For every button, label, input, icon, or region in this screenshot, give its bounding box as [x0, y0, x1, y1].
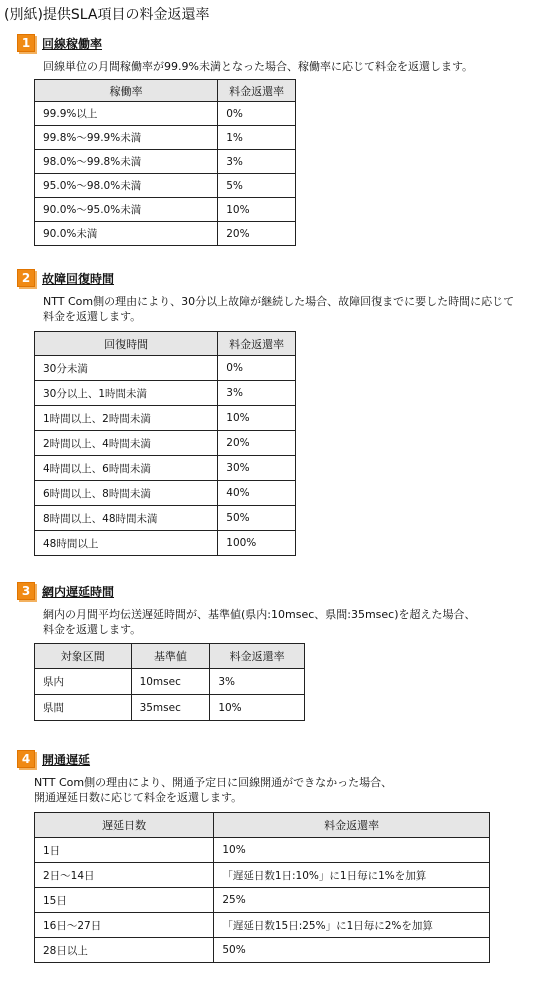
table-cell: 90.0%〜95.0%未満 — [35, 198, 218, 222]
table-cell: 20% — [218, 222, 296, 246]
table-cell: 48時間以上 — [35, 531, 218, 556]
table-cell: 98.0%〜99.8%未満 — [35, 150, 218, 174]
table-row — [35, 406, 296, 431]
section-description — [43, 607, 476, 637]
description-line: 開通遅延日数に応じて料金を返還します。 — [34, 791, 243, 804]
table-header: 料金返還率 — [214, 813, 490, 838]
table-cell: 30分以上、1時間未満 — [35, 381, 218, 406]
table-cell: 2時間以上、4時間未満 — [35, 431, 218, 456]
table-row — [35, 356, 296, 381]
table-cell: 2日〜14日 — [35, 863, 214, 888]
table-row — [35, 126, 296, 150]
table-row — [35, 838, 490, 863]
section-description — [34, 775, 392, 805]
section-title: 開通遅延 — [42, 752, 91, 767]
table-cell: 県間 — [35, 695, 132, 721]
table-cell: 25% — [214, 888, 490, 913]
table-header: 料金返還率 — [218, 332, 296, 356]
table-row — [35, 198, 296, 222]
table-row — [35, 938, 490, 963]
description-line: 回線単位の月間稼働率が99.9%未満となった場合、稼働率に応じて料金を返還します。 — [43, 60, 474, 73]
table-cell: 20% — [218, 431, 296, 456]
network-delay-table — [34, 643, 305, 721]
table-row — [35, 381, 296, 406]
description-line: NTT Com側の理由により、30分以上故障が継続した場合、故障回復までに要した時間に応じて — [43, 295, 515, 308]
table-row — [35, 102, 296, 126]
table-row — [35, 481, 296, 506]
table-row — [35, 506, 296, 531]
section-header-1 — [17, 34, 102, 52]
section-description — [43, 294, 514, 324]
table-row — [35, 174, 296, 198]
table-cell: 50% — [214, 938, 490, 963]
section-number-badge: 4 — [17, 750, 35, 768]
table-cell: 99.9%以上 — [35, 102, 218, 126]
section-description — [43, 59, 473, 74]
table-cell: 3% — [218, 150, 296, 174]
table-cell: 100% — [218, 531, 296, 556]
table-cell: 1時間以上、2時間未満 — [35, 406, 218, 431]
table-row — [35, 150, 296, 174]
section-header-3 — [17, 582, 114, 600]
section-title: 網内遅延時間 — [42, 584, 115, 599]
description-line: 料金を返還します。 — [43, 310, 142, 323]
table-row — [35, 669, 305, 695]
table-cell: 「遅延日数1日:10%」に1日毎に1%を加算 — [214, 863, 490, 888]
table-cell: 10msec — [131, 669, 210, 695]
table-cell: 10% — [218, 406, 296, 431]
table-cell: 3% — [210, 669, 305, 695]
description-line: NTT Com側の理由により、開通予定日に回線開通ができなかった場合、 — [34, 776, 393, 789]
section-number-badge: 3 — [17, 582, 35, 600]
table-cell: 県内 — [35, 669, 132, 695]
table-cell: 50% — [218, 506, 296, 531]
recovery-time-table — [34, 331, 296, 556]
table-cell: 0% — [218, 102, 296, 126]
table-row — [35, 222, 296, 246]
table-cell: 5% — [218, 174, 296, 198]
table-header: 遅延日数 — [35, 813, 214, 838]
table-cell: 10% — [218, 198, 296, 222]
table-header: 回復時間 — [35, 332, 218, 356]
description-line: 網内の月間平均伝送遅延時間が、基準値(県内:10msec、県間:35msec)を超えた場合、 — [43, 608, 476, 621]
section-header-2 — [17, 269, 114, 287]
section-title: 故障回復時間 — [42, 271, 115, 286]
table-cell: 1% — [218, 126, 296, 150]
table-cell: 30分未満 — [35, 356, 218, 381]
section-number-badge: 2 — [17, 269, 35, 287]
table-cell: 6時間以上、8時間未満 — [35, 481, 218, 506]
table-row — [35, 431, 296, 456]
availability-rate-table — [34, 79, 296, 246]
table-row — [35, 456, 296, 481]
description-line: 料金を返還します。 — [43, 623, 142, 636]
section-header-4 — [17, 750, 90, 768]
table-cell: 10% — [214, 838, 490, 863]
page-title: (別紙)提供SLA項目の料金返還率 — [4, 7, 210, 23]
table-cell: 95.0%〜98.0%未満 — [35, 174, 218, 198]
table-cell: 16日〜27日 — [35, 913, 214, 938]
table-row — [35, 913, 490, 938]
section-number-badge: 1 — [17, 34, 35, 52]
table-cell: 99.8%〜99.9%未満 — [35, 126, 218, 150]
table-header: 基準値 — [131, 644, 210, 669]
table-header: 料金返還率 — [210, 644, 305, 669]
table-cell: 28日以上 — [35, 938, 214, 963]
table-row — [35, 531, 296, 556]
table-cell: 0% — [218, 356, 296, 381]
table-row — [35, 888, 490, 913]
table-cell: 40% — [218, 481, 296, 506]
table-cell: 3% — [218, 381, 296, 406]
table-cell: 4時間以上、6時間未満 — [35, 456, 218, 481]
table-cell: 1日 — [35, 838, 214, 863]
table-header: 対象区間 — [35, 644, 132, 669]
provisioning-delay-table — [34, 812, 490, 963]
table-cell: 15日 — [35, 888, 214, 913]
table-header: 稼働率 — [35, 80, 218, 102]
table-cell: 30% — [218, 456, 296, 481]
table-row — [35, 695, 305, 721]
table-row — [35, 863, 490, 888]
table-cell: 「遅延日数15日:25%」に1日毎に2%を加算 — [214, 913, 490, 938]
section-title: 回線稼働率 — [42, 36, 103, 51]
table-cell: 35msec — [131, 695, 210, 721]
table-header: 料金返還率 — [218, 80, 296, 102]
table-cell: 90.0%未満 — [35, 222, 218, 246]
table-cell: 10% — [210, 695, 305, 721]
table-cell: 8時間以上、48時間未満 — [35, 506, 218, 531]
